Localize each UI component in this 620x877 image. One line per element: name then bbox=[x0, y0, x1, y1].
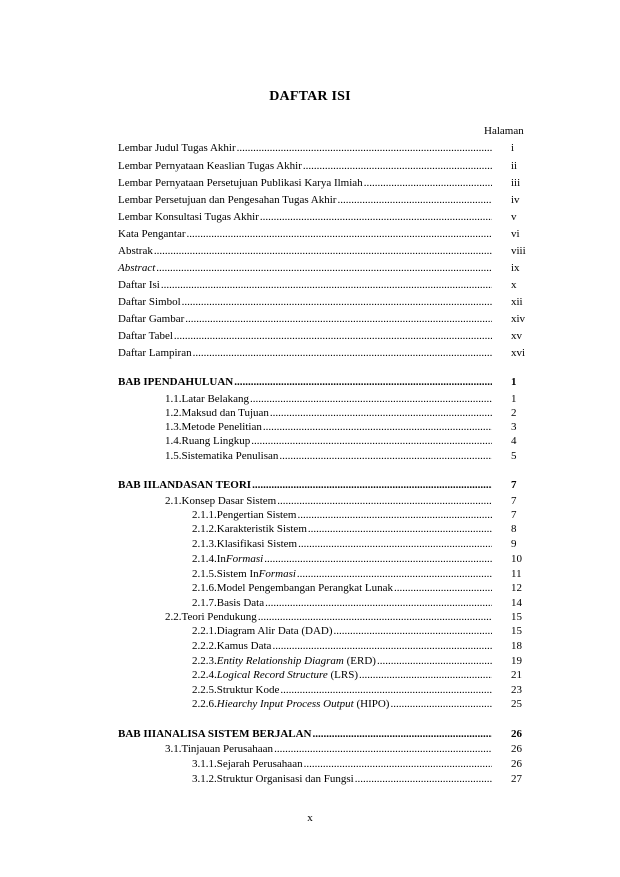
entry-text: Lembar Pernyataan Persetujuan Publikasi Karya Ilmiah bbox=[118, 177, 363, 189]
dot-leader bbox=[154, 243, 492, 259]
entry-page: x bbox=[511, 279, 517, 291]
entry-text: Latar Belakang bbox=[181, 393, 249, 405]
dot-leader bbox=[252, 477, 492, 493]
dot-leader bbox=[264, 551, 492, 567]
entry-page: 26 bbox=[511, 758, 522, 770]
toc-subsection[interactable] bbox=[192, 667, 492, 683]
entry-text: Lembar Pernyataan Keaslian Tugas Akhir bbox=[118, 160, 302, 172]
entry-text: Model Pengembangan Perangkat Lunak bbox=[216, 582, 394, 594]
entry-text bbox=[217, 667, 358, 683]
entry-text bbox=[217, 551, 263, 567]
entry-text: Konsep Dasar Sistem bbox=[181, 495, 277, 507]
entry-text-italic: Formasi bbox=[225, 553, 264, 565]
section-number: 1.2. bbox=[165, 407, 182, 419]
entry-page: vi bbox=[511, 228, 520, 240]
entry-page: xvi bbox=[511, 347, 526, 359]
dot-leader bbox=[298, 536, 492, 552]
dot-leader bbox=[364, 175, 492, 191]
entry-page: iv bbox=[511, 194, 520, 206]
entry-text: Metode Penelitian bbox=[181, 421, 262, 433]
toc-section[interactable] bbox=[165, 741, 492, 757]
entry-text: Kamus Data bbox=[216, 640, 272, 652]
entry-text: Tinjauan Perusahaan bbox=[181, 743, 274, 755]
entry-text: Basis Data bbox=[216, 597, 265, 609]
entry-page: viii bbox=[511, 245, 526, 257]
entry-page: 10 bbox=[511, 553, 522, 565]
entry-page: 2 bbox=[511, 407, 517, 419]
entry-page: 23 bbox=[511, 684, 522, 696]
subsection-number: 2.2.5. bbox=[192, 684, 217, 696]
dot-leader bbox=[182, 294, 492, 310]
entry-page: ix bbox=[511, 262, 520, 274]
entry-text-italic: Formasi bbox=[258, 568, 296, 580]
entry-text: Daftar Lampiran bbox=[118, 347, 192, 359]
entry-page: 12 bbox=[511, 582, 522, 594]
subsection-number: 2.2.6. bbox=[192, 698, 217, 710]
entry-text: Abstrak bbox=[118, 245, 153, 257]
entry-page: 7 bbox=[511, 495, 517, 507]
subsection-number: 2.2.2. bbox=[192, 640, 217, 652]
section-number: 2.2. bbox=[165, 611, 182, 623]
chapter-title: PENDAHULUAN bbox=[147, 376, 234, 388]
entry-page: v bbox=[511, 211, 517, 223]
entry-page: 25 bbox=[511, 698, 522, 710]
toc-entry-front[interactable] bbox=[118, 277, 492, 293]
entry-page: 21 bbox=[511, 669, 522, 681]
entry-page: xii bbox=[511, 296, 523, 308]
chapter-title: LANDASAN TEORI bbox=[151, 479, 252, 491]
dot-leader bbox=[355, 771, 492, 787]
entry-page: xv bbox=[511, 330, 522, 342]
entry-page: 4 bbox=[511, 435, 517, 447]
toc-entry-front[interactable] bbox=[118, 209, 492, 225]
entry-text: Kata Pengantar bbox=[118, 228, 186, 240]
entry-text-part: (LRS) bbox=[327, 669, 358, 681]
entry-text-part: (HIPO) bbox=[353, 698, 390, 710]
toc-subsection[interactable] bbox=[192, 623, 492, 639]
entry-page: 18 bbox=[511, 640, 522, 652]
dot-leader bbox=[334, 623, 492, 639]
dot-leader bbox=[185, 311, 492, 327]
section-number: 2.1. bbox=[165, 495, 182, 507]
entry-page: 7 bbox=[511, 509, 517, 521]
dot-leader bbox=[303, 158, 492, 174]
toc-entry-front[interactable] bbox=[118, 175, 492, 191]
entry-text: Sistematika Penulisan bbox=[181, 450, 279, 462]
entry-text-part: Sistem In bbox=[216, 568, 259, 580]
dot-leader bbox=[161, 277, 492, 293]
entry-text-part: (ERD) bbox=[343, 655, 376, 667]
dot-leader bbox=[304, 756, 492, 772]
entry-page: 27 bbox=[511, 773, 522, 785]
dot-leader bbox=[394, 580, 492, 596]
toc-entry-front[interactable] bbox=[118, 345, 492, 361]
dot-leader bbox=[193, 345, 492, 361]
toc-subsection[interactable] bbox=[192, 756, 492, 772]
page-column-label: Halaman bbox=[484, 125, 524, 137]
entry-page: 11 bbox=[511, 568, 522, 580]
chapter-number: BAB II bbox=[118, 479, 152, 491]
toc-entry-front[interactable] bbox=[118, 328, 492, 344]
dot-leader bbox=[337, 192, 492, 208]
subsection-number: 2.1.3. bbox=[192, 538, 217, 550]
toc-chapter-1[interactable] bbox=[118, 374, 492, 390]
toc-section[interactable] bbox=[165, 448, 492, 464]
subsection-number: 2.1.4. bbox=[192, 553, 217, 565]
entry-text: Struktur Kode bbox=[216, 684, 280, 696]
toc-subsection[interactable] bbox=[192, 771, 492, 787]
entry-text: Daftar Gambar bbox=[118, 313, 185, 325]
toc-entry-front[interactable] bbox=[118, 294, 492, 310]
toc-entry-front[interactable] bbox=[118, 243, 492, 259]
toc-entry-front[interactable] bbox=[118, 140, 492, 156]
dot-leader bbox=[279, 448, 492, 464]
entry-page: 19 bbox=[511, 655, 522, 667]
entry-text bbox=[217, 696, 390, 712]
dot-leader bbox=[237, 140, 492, 156]
subsection-number: 2.1.1. bbox=[192, 509, 217, 521]
entry-page: 26 bbox=[511, 728, 522, 740]
entry-page: 8 bbox=[511, 523, 517, 535]
entry-text-part: In bbox=[216, 553, 226, 565]
dot-leader bbox=[359, 667, 492, 683]
subsection-number: 2.2.4. bbox=[192, 669, 217, 681]
dot-leader bbox=[234, 374, 492, 390]
toc-subsection[interactable] bbox=[192, 580, 492, 596]
dot-leader bbox=[174, 328, 492, 344]
entry-text: Pengertian Sistem bbox=[216, 509, 297, 521]
entry-text: Maksud dan Tujuan bbox=[181, 407, 269, 419]
entry-text: Daftar Isi bbox=[118, 279, 160, 291]
chapter-number: BAB III bbox=[118, 728, 157, 740]
entry-page: 15 bbox=[511, 625, 522, 637]
section-number: 1.3. bbox=[165, 421, 182, 433]
entry-page: 1 bbox=[511, 393, 517, 405]
entry-page: 15 bbox=[511, 611, 522, 623]
dot-leader bbox=[308, 521, 492, 537]
chapter-title: ANALISA SISTEM BERJALAN bbox=[156, 728, 312, 740]
dot-leader bbox=[390, 696, 492, 712]
entry-text: Abstract bbox=[118, 262, 156, 274]
entry-page: ii bbox=[511, 160, 518, 172]
entry-text: Teori Pendukung bbox=[181, 611, 257, 623]
footer-page-number: x bbox=[307, 812, 313, 824]
section-number: 1.4. bbox=[165, 435, 182, 447]
entry-text: Lembar Judul Tugas Akhir bbox=[118, 142, 236, 154]
entry-text: Sejarah Perusahaan bbox=[216, 758, 303, 770]
subsection-number: 2.1.7. bbox=[192, 597, 217, 609]
subsection-number: 3.1.2. bbox=[192, 773, 217, 785]
entry-page: xiv bbox=[511, 313, 526, 325]
entry-text: Daftar Simbol bbox=[118, 296, 181, 308]
toc-entry-front[interactable] bbox=[118, 158, 492, 174]
entry-text: Struktur Organisasi dan Fungsi bbox=[216, 773, 354, 785]
entry-text-italic: Hiearchy Input Process Output bbox=[216, 698, 354, 710]
section-number: 3.1. bbox=[165, 743, 182, 755]
dot-leader bbox=[156, 260, 492, 276]
entry-page: 26 bbox=[511, 743, 522, 755]
entry-page: 3 bbox=[511, 421, 517, 433]
entry-text-italic: Entity Relationship Diagram bbox=[216, 655, 344, 667]
toc-chapter-2[interactable] bbox=[118, 477, 492, 493]
section-number: 1.5. bbox=[165, 450, 182, 462]
toc-section[interactable] bbox=[165, 433, 492, 449]
toc-subsection[interactable] bbox=[192, 551, 492, 567]
entry-text: Ruang Lingkup bbox=[181, 435, 251, 447]
toc-chapter-3[interactable] bbox=[118, 726, 492, 742]
dot-leader bbox=[274, 741, 492, 757]
toc-entry-front[interactable] bbox=[118, 311, 492, 327]
subsection-number: 3.1.1. bbox=[192, 758, 217, 770]
toc-subsection[interactable] bbox=[192, 638, 492, 654]
chapter-number: BAB I bbox=[118, 376, 148, 388]
subsection-number: 2.1.6. bbox=[192, 582, 217, 594]
toc-entry-front[interactable] bbox=[118, 226, 492, 242]
dot-leader bbox=[251, 433, 492, 449]
toc-subsection[interactable] bbox=[192, 696, 492, 712]
entry-text: Diagram Alir Data (DAD) bbox=[216, 625, 333, 637]
dot-leader bbox=[272, 638, 492, 654]
toc-entry-front[interactable] bbox=[118, 192, 492, 208]
subsection-number: 2.2.1. bbox=[192, 625, 217, 637]
subsection-number: 2.2.3. bbox=[192, 655, 217, 667]
dot-leader bbox=[187, 226, 493, 242]
page-title: DAFTAR ISI bbox=[269, 89, 351, 104]
entry-page: i bbox=[511, 142, 515, 154]
subsection-number: 2.1.5. bbox=[192, 568, 217, 580]
entry-text: Lembar Konsultasi Tugas Akhir bbox=[118, 211, 259, 223]
section-number: 1.1. bbox=[165, 393, 182, 405]
entry-text: Klasifikasi Sistem bbox=[216, 538, 298, 550]
entry-text: Karakteristik Sistem bbox=[216, 523, 307, 535]
dot-leader bbox=[260, 209, 492, 225]
entry-text: Daftar Tabel bbox=[118, 330, 173, 342]
subsection-number: 2.1.2. bbox=[192, 523, 217, 535]
entry-text: Lembar Persetujuan dan Pengesahan Tugas Akhir bbox=[118, 194, 337, 206]
toc-subsection[interactable] bbox=[192, 536, 492, 552]
entry-text-italic: Logical Record Structure bbox=[216, 669, 328, 681]
entry-page: 5 bbox=[511, 450, 517, 462]
entry-page: 14 bbox=[511, 597, 522, 609]
entry-page: 7 bbox=[511, 479, 517, 491]
entry-page: iii bbox=[511, 177, 521, 189]
toc-subsection[interactable] bbox=[192, 521, 492, 537]
dot-leader bbox=[312, 726, 492, 742]
entry-page: 1 bbox=[511, 376, 517, 388]
toc-entry-front[interactable] bbox=[118, 260, 492, 276]
entry-page: 9 bbox=[511, 538, 517, 550]
